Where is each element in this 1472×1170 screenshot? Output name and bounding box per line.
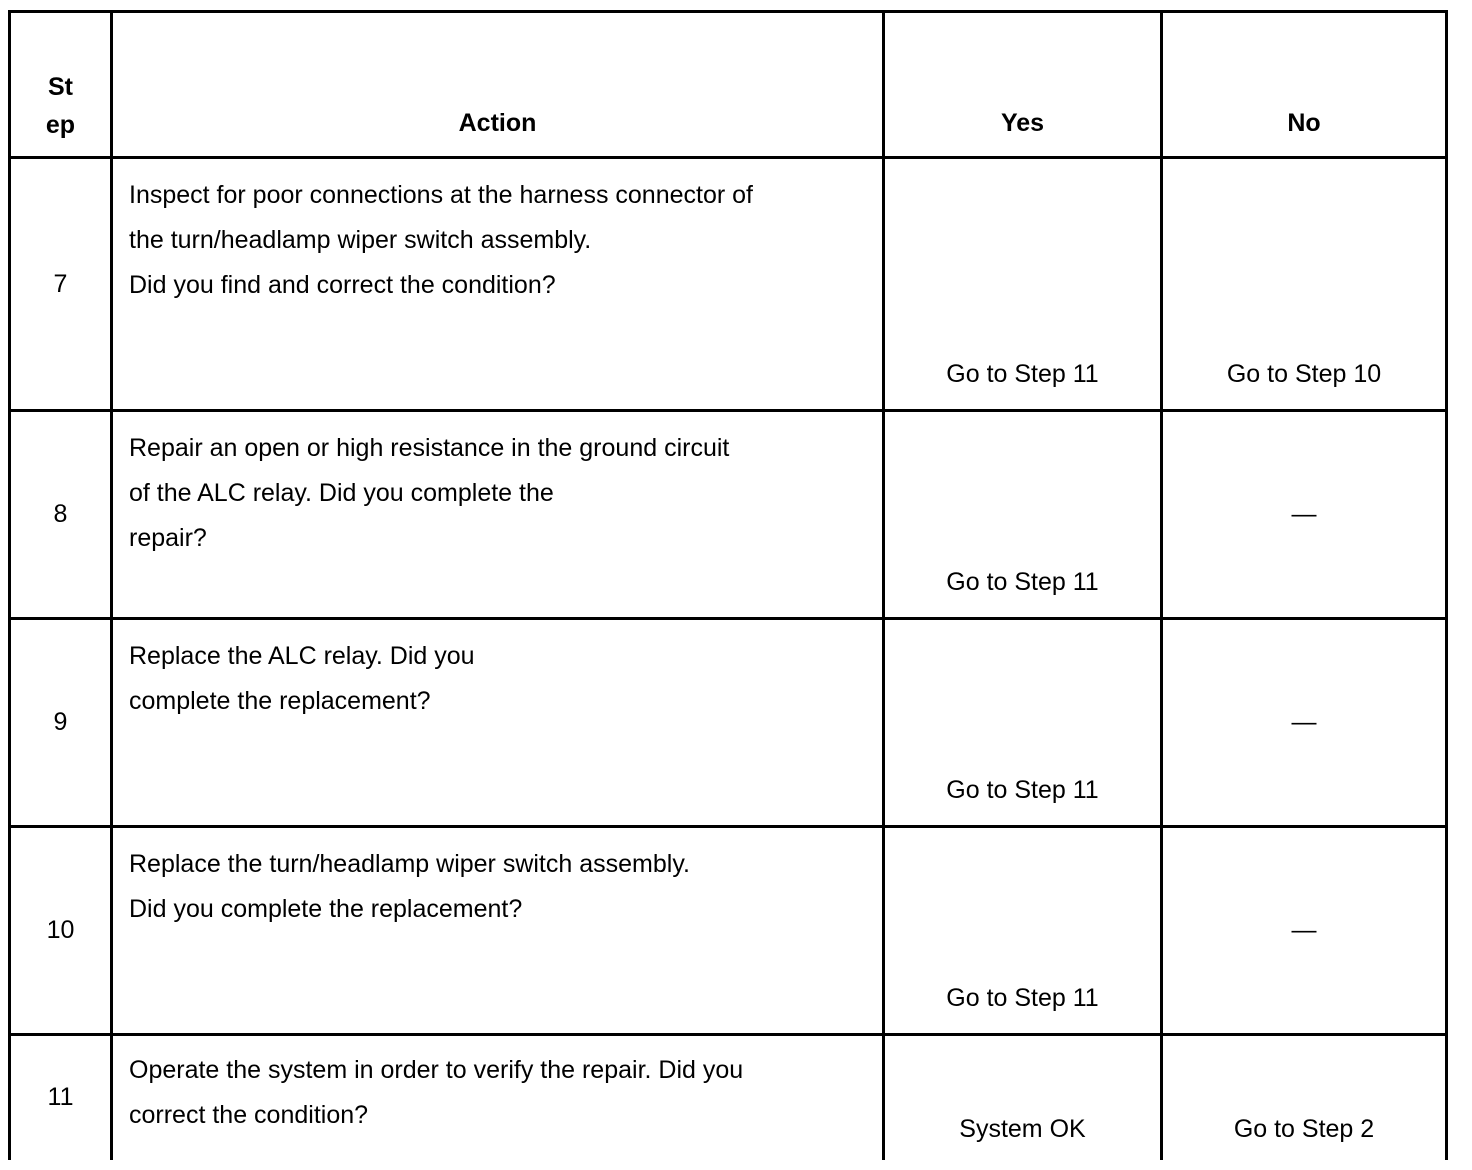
yes-result: Go to Step 11 xyxy=(884,158,1162,411)
action-line: Replace the turn/headlamp wiper switch assembly. xyxy=(129,850,690,878)
action-cell xyxy=(112,1035,884,1160)
action-line: the turn/headlamp wiper switch assembly. xyxy=(129,226,592,254)
action-line: of the ALC relay. Did you complete the xyxy=(129,479,554,507)
action-line: Replace the ALC relay. Did you xyxy=(129,642,475,670)
action-cell xyxy=(112,411,884,619)
no-result: — xyxy=(1162,619,1447,827)
yes-result: Go to Step 11 xyxy=(884,827,1162,1035)
header-no: No xyxy=(1162,12,1447,158)
no-result: — xyxy=(1162,827,1447,1035)
table-row xyxy=(10,619,1447,827)
step-number: 10 xyxy=(10,827,112,1035)
table-row xyxy=(10,1035,1447,1160)
action-cell xyxy=(112,827,884,1035)
action-line: Inspect for poor connections at the harness connector of xyxy=(129,181,753,209)
action-line: correct the condition? xyxy=(129,1101,369,1129)
step-number: 11 xyxy=(10,1035,112,1160)
no-result: — xyxy=(1162,411,1447,619)
no-result: Go to Step 2 xyxy=(1162,1035,1447,1160)
action-line: Did you complete the replacement? xyxy=(129,895,523,923)
action-line: complete the replacement? xyxy=(129,687,431,715)
step-number: 9 xyxy=(10,619,112,827)
yes-result: Go to Step 11 xyxy=(884,411,1162,619)
table-row xyxy=(10,158,1447,411)
header-step-line2: ep xyxy=(45,111,76,139)
action-cell xyxy=(112,619,884,827)
diagnostic-table-container xyxy=(8,10,1448,1160)
yes-result: Go to Step 11 xyxy=(884,619,1162,827)
action-line: repair? xyxy=(129,524,207,552)
step-number: 7 xyxy=(10,158,112,411)
yes-result: System OK xyxy=(884,1035,1162,1160)
action-line: Operate the system in order to verify the repair. Did you xyxy=(129,1056,744,1084)
action-cell xyxy=(112,158,884,411)
header-row xyxy=(10,12,1447,158)
header-yes: Yes xyxy=(884,12,1162,158)
table-row xyxy=(10,827,1447,1035)
step-number: 8 xyxy=(10,411,112,619)
header-step xyxy=(10,12,112,158)
header-action: Action xyxy=(112,12,884,158)
action-line: Did you find and correct the condition? xyxy=(129,271,556,299)
header-step-line1: St xyxy=(48,73,73,101)
table-row xyxy=(10,411,1447,619)
diagnostic-table xyxy=(8,10,1448,1160)
action-line: Repair an open or high resistance in the ground circuit xyxy=(129,434,730,462)
no-result: Go to Step 10 xyxy=(1162,158,1447,411)
